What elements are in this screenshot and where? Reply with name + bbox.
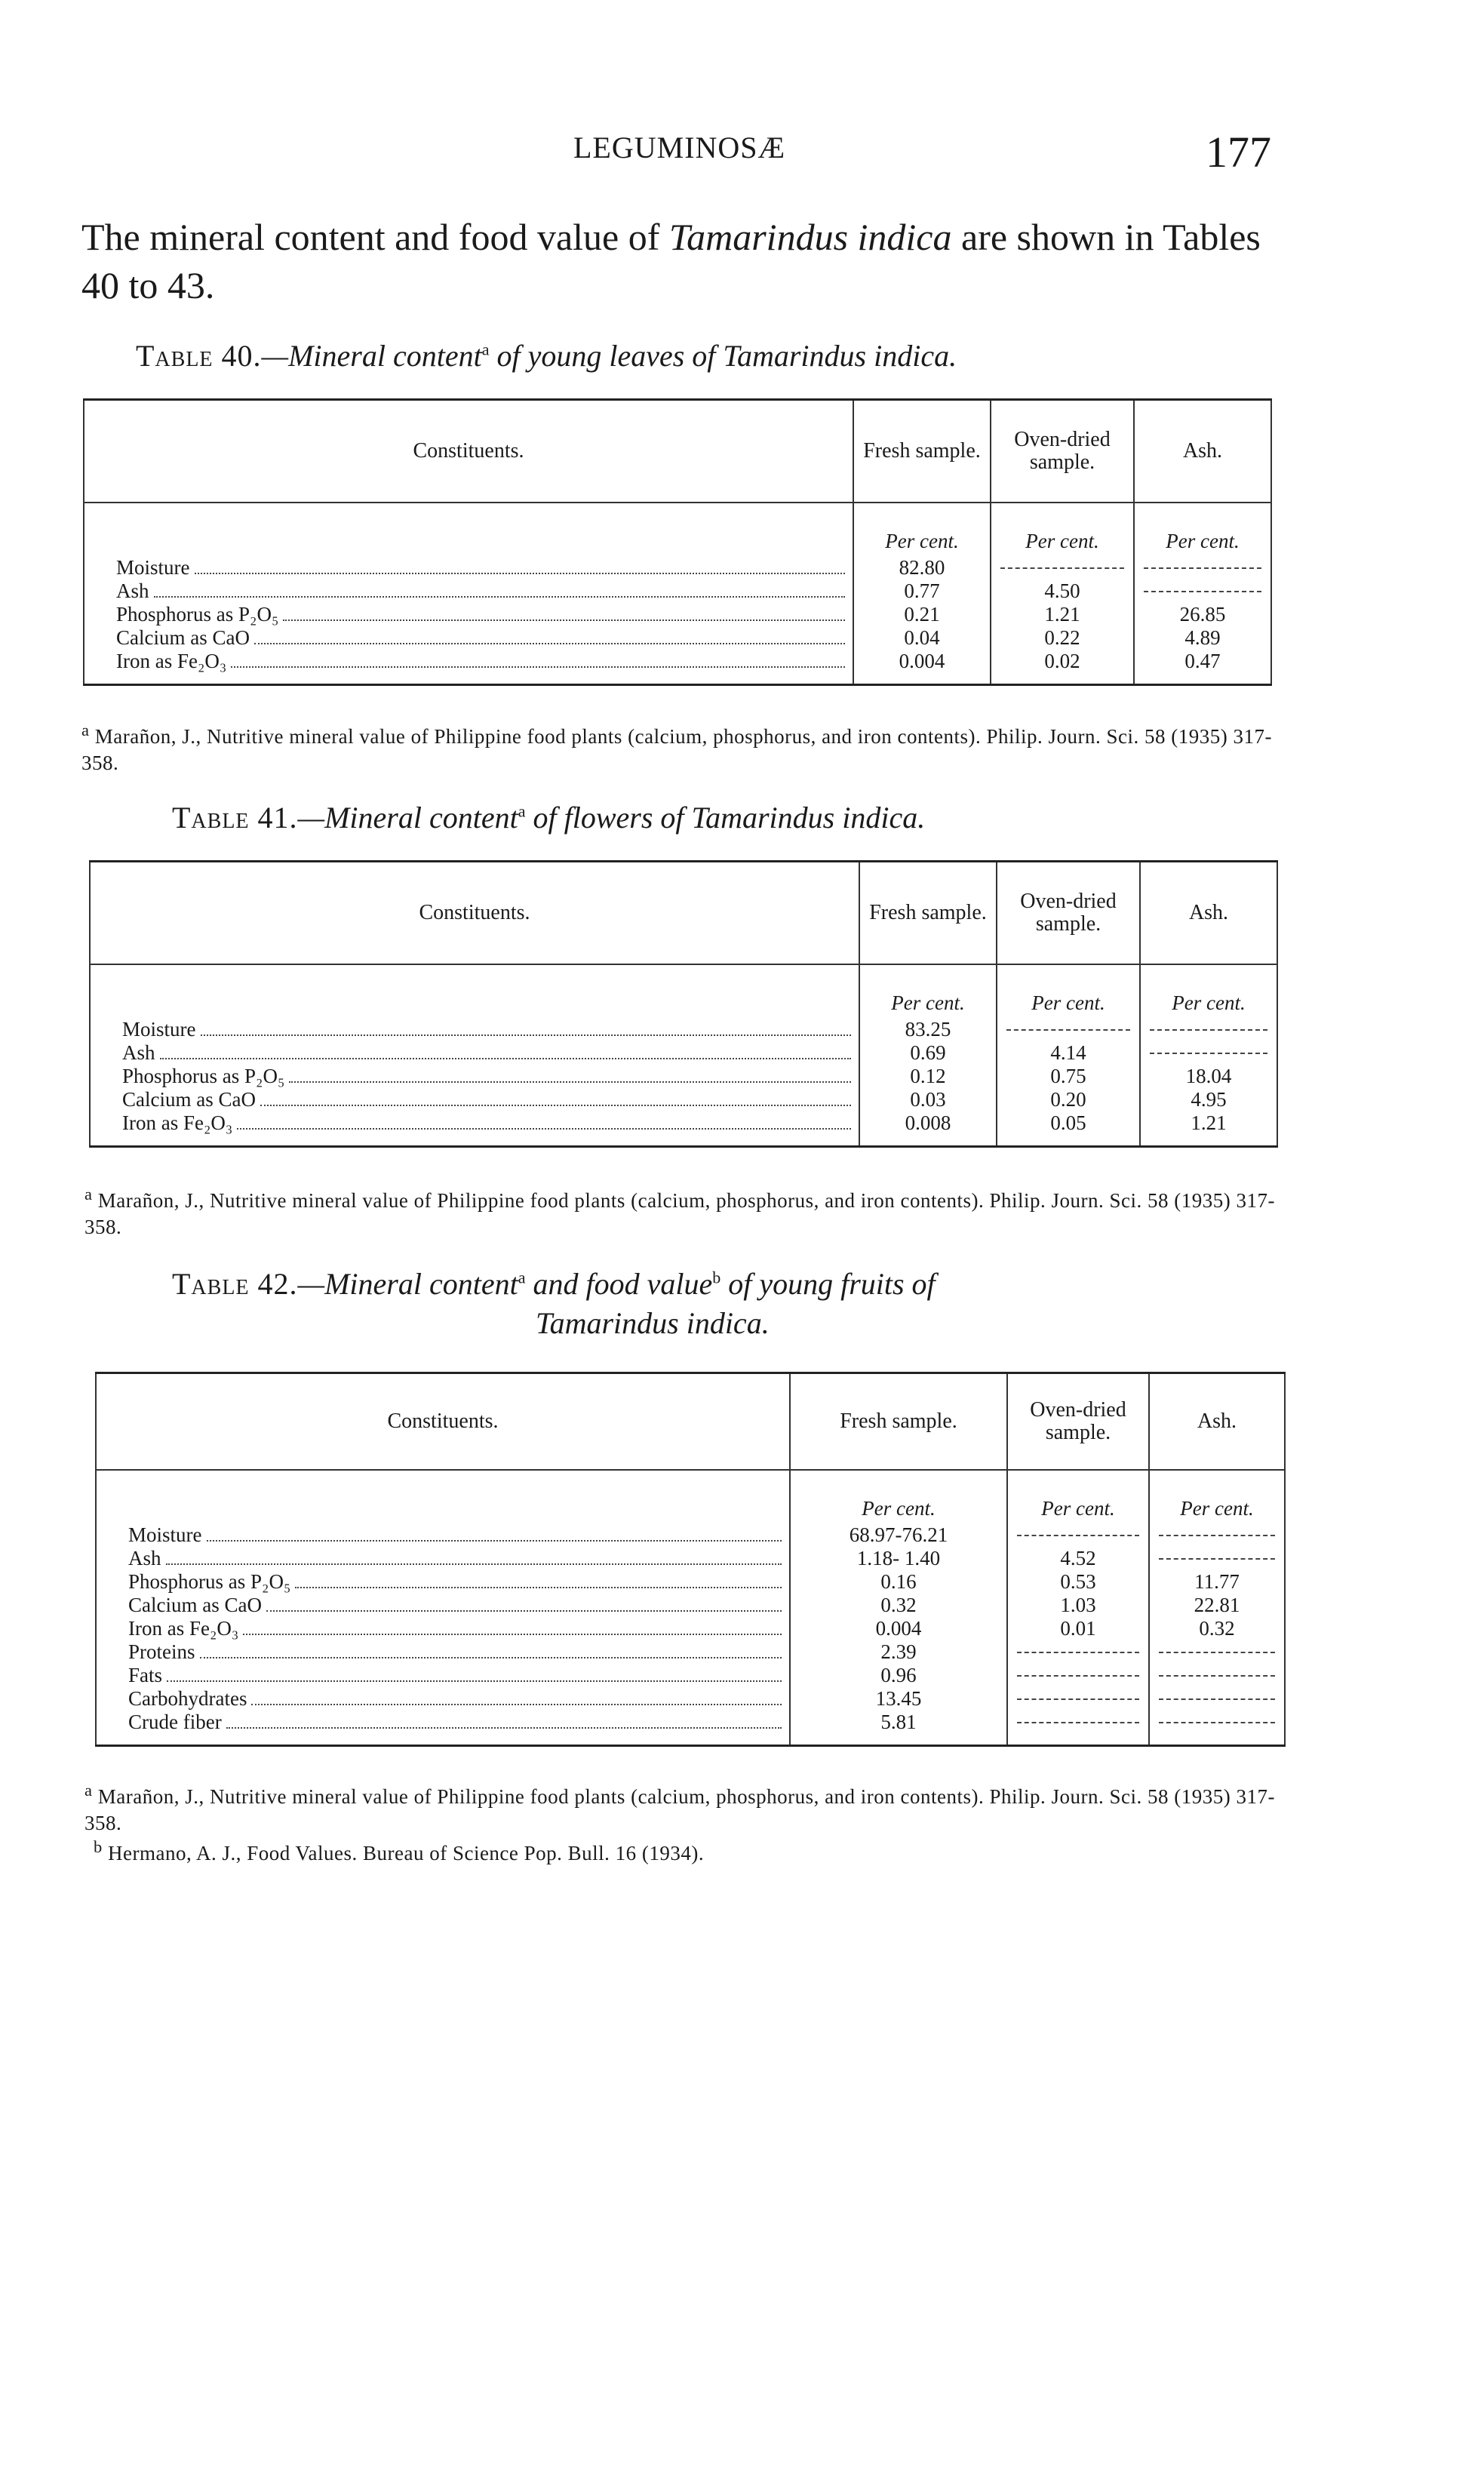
table41-caption xyxy=(172,800,925,835)
table42-title: —Mineral content xyxy=(297,1267,518,1301)
col-header-ash: Ash. xyxy=(1134,400,1271,503)
table40-ash-col: Per cent. 26.85 4.89 0.47 xyxy=(1135,503,1270,684)
intro-species: Tamarindus indica xyxy=(668,216,952,258)
table41-title-rest: of flowers of Tamarindus indica. xyxy=(525,801,926,835)
table-row: Iron as Fe₂O₃ xyxy=(116,650,853,673)
table41 xyxy=(89,860,1278,1148)
col-header-fresh: Fresh sample. xyxy=(853,400,991,503)
table-row: Ash xyxy=(122,1041,859,1065)
table-row: Phosphorus as P₂O₅ xyxy=(122,1065,859,1088)
col-header-constituents: Constituents. xyxy=(84,400,853,503)
table-row: Calcium as CaO xyxy=(128,1594,789,1617)
table-row: Moisture xyxy=(128,1523,789,1547)
table-row: Iron as Fe₂O₃ xyxy=(128,1617,789,1640)
table-row: Calcium as CaO xyxy=(116,626,853,650)
table42-footnote-ref-a: a xyxy=(518,1268,526,1287)
table-row: Moisture xyxy=(116,556,853,579)
table42-ash-col: Per cent. 11.77 22.81 0.32 xyxy=(1150,1471,1284,1745)
table41-fresh-col: Per cent. 83.25 0.69 0.12 0.03 0.008 xyxy=(891,991,965,1134)
col-header-fresh: Fresh sample. xyxy=(790,1373,1007,1470)
table-row: Phosphorus as P₂O₅ xyxy=(128,1570,789,1594)
col-header-constituents: Constituents. xyxy=(90,862,859,964)
table40-title: —Mineral content xyxy=(261,339,482,373)
page-number: 177 xyxy=(1206,128,1271,177)
table41-footnote: $^a$ Marañon, J., Nutritive mineral value of Philippine food plants (calcium, phosphorus, and iron contents). Philip. Journ. Sci. 58 (1935) 317-358. xyxy=(84,1185,1276,1238)
col-header-fresh: Fresh sample. xyxy=(859,862,997,964)
intro-paragraph xyxy=(81,213,1289,309)
table42-oven-col: Per cent. 4.52 0.53 1.03 0.01 xyxy=(1008,1471,1148,1745)
table42-title-mid: and food value xyxy=(525,1267,713,1301)
intro-text-start: The mineral content and food value of xyxy=(81,216,669,258)
table40-oven-col: Per cent. 4.50 1.21 0.22 0.02 xyxy=(991,503,1133,684)
table40 xyxy=(83,398,1272,686)
col-header-constituents: Constituents. xyxy=(96,1373,790,1470)
table-row: Calcium as CaO xyxy=(122,1088,859,1111)
table-row: Moisture xyxy=(122,1018,859,1041)
table42-title-rest: of young fruits of xyxy=(720,1267,936,1301)
table41-label: Table 41. xyxy=(172,801,298,835)
table-row: Phosphorus as P₂O₅ xyxy=(116,603,853,626)
table42-footnote-a: $^a$ Marañon, J., Nutritive mineral value of Philippine food plants (calcium, phosphorus, and iron contents). Philip. Journ. Sci. 58 (1935) 317-358. xyxy=(84,1781,1276,1834)
table42-fresh-col: Per cent. 68.97-76.21 1.18- 1.40 0.16 0.32 0.004 2.39 0.96 13.45 5.81 xyxy=(849,1496,948,1733)
table40-constituents xyxy=(116,503,853,684)
table-row: Ash xyxy=(128,1547,789,1570)
table42-caption xyxy=(172,1266,936,1302)
table41-oven-col: Per cent. 4.14 0.75 0.20 0.05 xyxy=(997,965,1139,1145)
table-row: Carbohydrates xyxy=(128,1687,789,1711)
table41-footnote-ref: a xyxy=(518,801,526,821)
table42-constituents xyxy=(128,1471,789,1745)
table-row: Fats xyxy=(128,1664,789,1687)
table40-caption xyxy=(136,338,957,374)
table-row: Proteins xyxy=(128,1640,789,1664)
table42-label: Table 42. xyxy=(172,1267,298,1301)
col-header-ash: Ash. xyxy=(1149,1373,1285,1470)
table40-fresh-col: Per cent. 82.80 0.77 0.21 0.04 0.004 xyxy=(885,529,959,672)
col-header-ash: Ash. xyxy=(1140,862,1277,964)
table42 xyxy=(95,1372,1286,1747)
table42-footnote-ref-b: b xyxy=(712,1268,721,1287)
table-row: Crude fiber xyxy=(128,1711,789,1734)
table41-ash-col: Per cent. 18.04 4.95 1.21 xyxy=(1141,965,1277,1145)
table42-caption-line2: Tamarindus indica. xyxy=(536,1306,770,1340)
table-row: Ash xyxy=(116,579,853,603)
table42-footnote-b: $^b$ Hermano, A. J., Food Values. Bureau of Science Pop. Bull. 16 (1934). xyxy=(94,1837,705,1864)
table-row: Iron as Fe₂O₃ xyxy=(122,1111,859,1135)
table40-footnote-ref: a xyxy=(481,340,490,359)
table41-constituents xyxy=(122,965,859,1145)
table40-title-rest: of young leaves of Tamarindus indica. xyxy=(489,339,957,373)
table40-label: Table 40. xyxy=(136,339,262,373)
intro-text-end: are shown in Tables 40 to 43. xyxy=(81,216,1261,306)
table41-title: —Mineral content xyxy=(297,801,518,835)
col-header-oven: Oven-dried sample. xyxy=(997,862,1140,964)
col-header-oven: Oven-dried sample. xyxy=(1007,1373,1149,1470)
running-head: LEGUMINOSÆ xyxy=(573,131,786,164)
table40-footnote: $^a$ Marañon, J., Nutritive mineral value of Philippine food plants (calcium, phosphorus, and iron contents). Philip. Journ. Sci. 58 (1935) 317-358. xyxy=(81,721,1273,774)
col-header-oven: Oven-dried sample. xyxy=(991,400,1134,503)
